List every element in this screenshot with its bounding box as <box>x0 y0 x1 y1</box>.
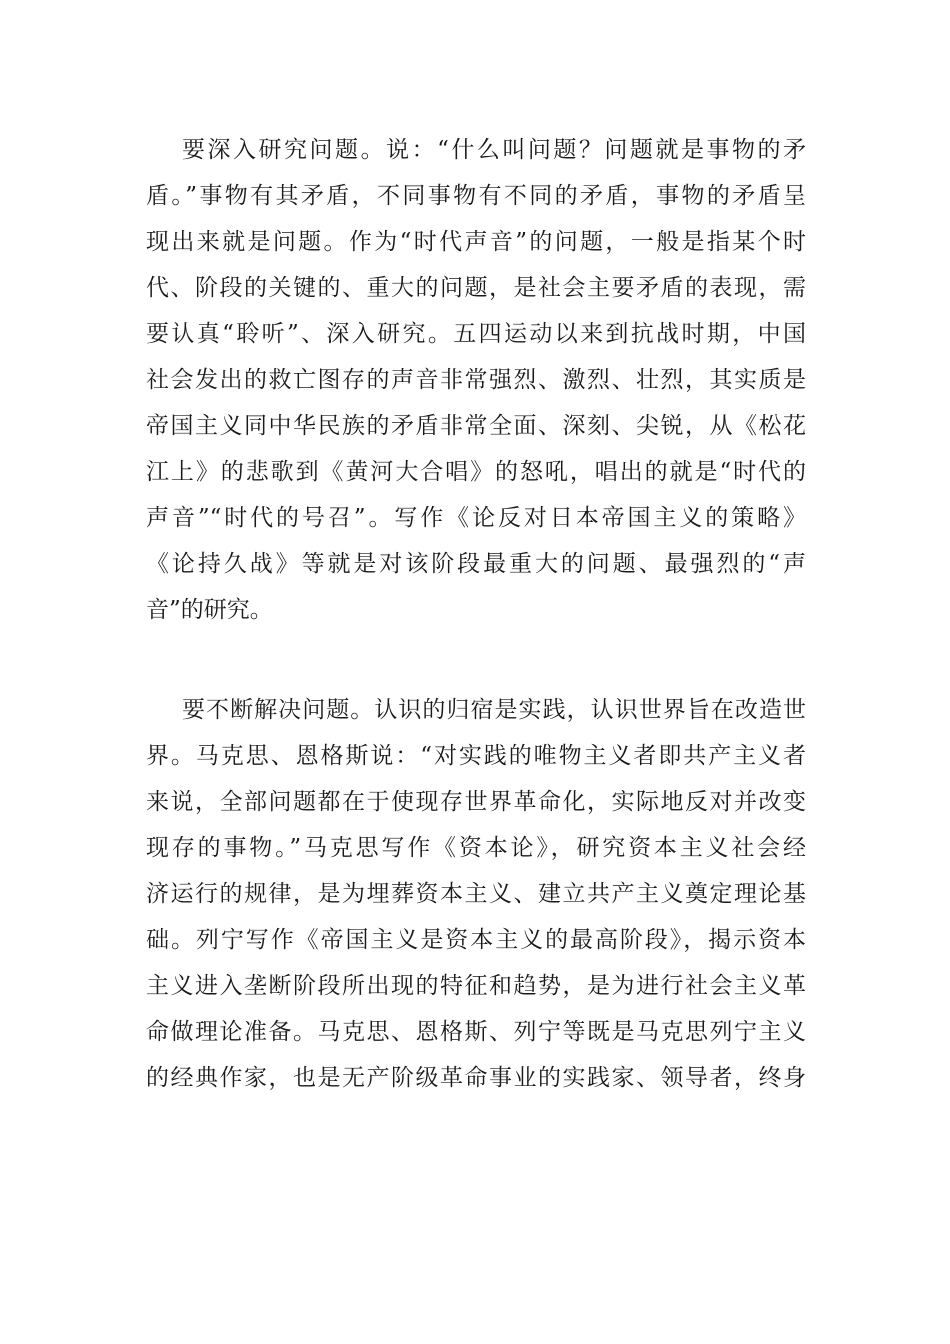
text-line: 础。列宁写作《帝国主义是资本主义的最高阶段》，揭示资本 <box>146 927 806 953</box>
text-line: 现存的事物。”马克思写作《资本论》，研究资本主义社会经 <box>146 835 806 861</box>
text-line: 盾。”事物有其矛盾，不同事物有不同的矛盾，事物的矛盾呈 <box>146 183 806 209</box>
text-line: 声音”“时代的号召”。写作《论反对日本帝国主义的策略》 <box>146 505 806 531</box>
text-line: 主义进入垄断阶段所出现的特征和趋势，是为进行社会主义革 <box>146 973 806 999</box>
text-line: 社会发出的救亡图存的声音非常强烈、激烈、壮烈，其实质是 <box>146 367 806 393</box>
text-line: 要深入研究问题。说：“什么叫问题？问题就是事物的矛 <box>182 137 806 163</box>
text-line: 命做理论准备。马克思、恩格斯、列宁等既是马克思列宁主义 <box>146 1019 806 1045</box>
paragraph-solve-problems <box>146 687 806 1101</box>
text-line: 音”的研究。 <box>146 597 273 623</box>
text-line: 江上》的悲歌到《黄河大合唱》的怒吼，唱出的就是“时代的 <box>146 459 806 485</box>
text-line: 帝国主义同中华民族的矛盾非常全面、深刻、尖锐，从《松花 <box>146 413 806 439</box>
text-line: 代、阶段的关键的、重大的问题，是社会主要矛盾的表现，需 <box>146 275 806 301</box>
text-line: 现出来就是问题。作为“时代声音”的问题，一般是指某个时 <box>146 229 806 255</box>
text-line: 要不断解决问题。认识的归宿是实践，认识世界旨在改造世 <box>182 697 806 723</box>
text-line: 界。马克思、恩格斯说：“对实践的唯物主义者即共产主义者 <box>146 743 806 769</box>
text-line: 来说，全部问题都在于使现存世界革命化，实际地反对并改变 <box>146 789 806 815</box>
paragraph-study-problems <box>146 127 806 633</box>
text-line: 的经典作家，也是无产阶级革命事业的实践家、领导者，终身 <box>146 1065 806 1091</box>
text-line: 济运行的规律，是为埋葬资本主义、建立共产主义奠定理论基 <box>146 881 806 907</box>
text-line: 《论持久战》等就是对该阶段最重大的问题、最强烈的“声 <box>146 551 806 577</box>
text-line: 要认真“聆听”、深入研究。五四运动以来到抗战时期，中国 <box>146 321 806 347</box>
